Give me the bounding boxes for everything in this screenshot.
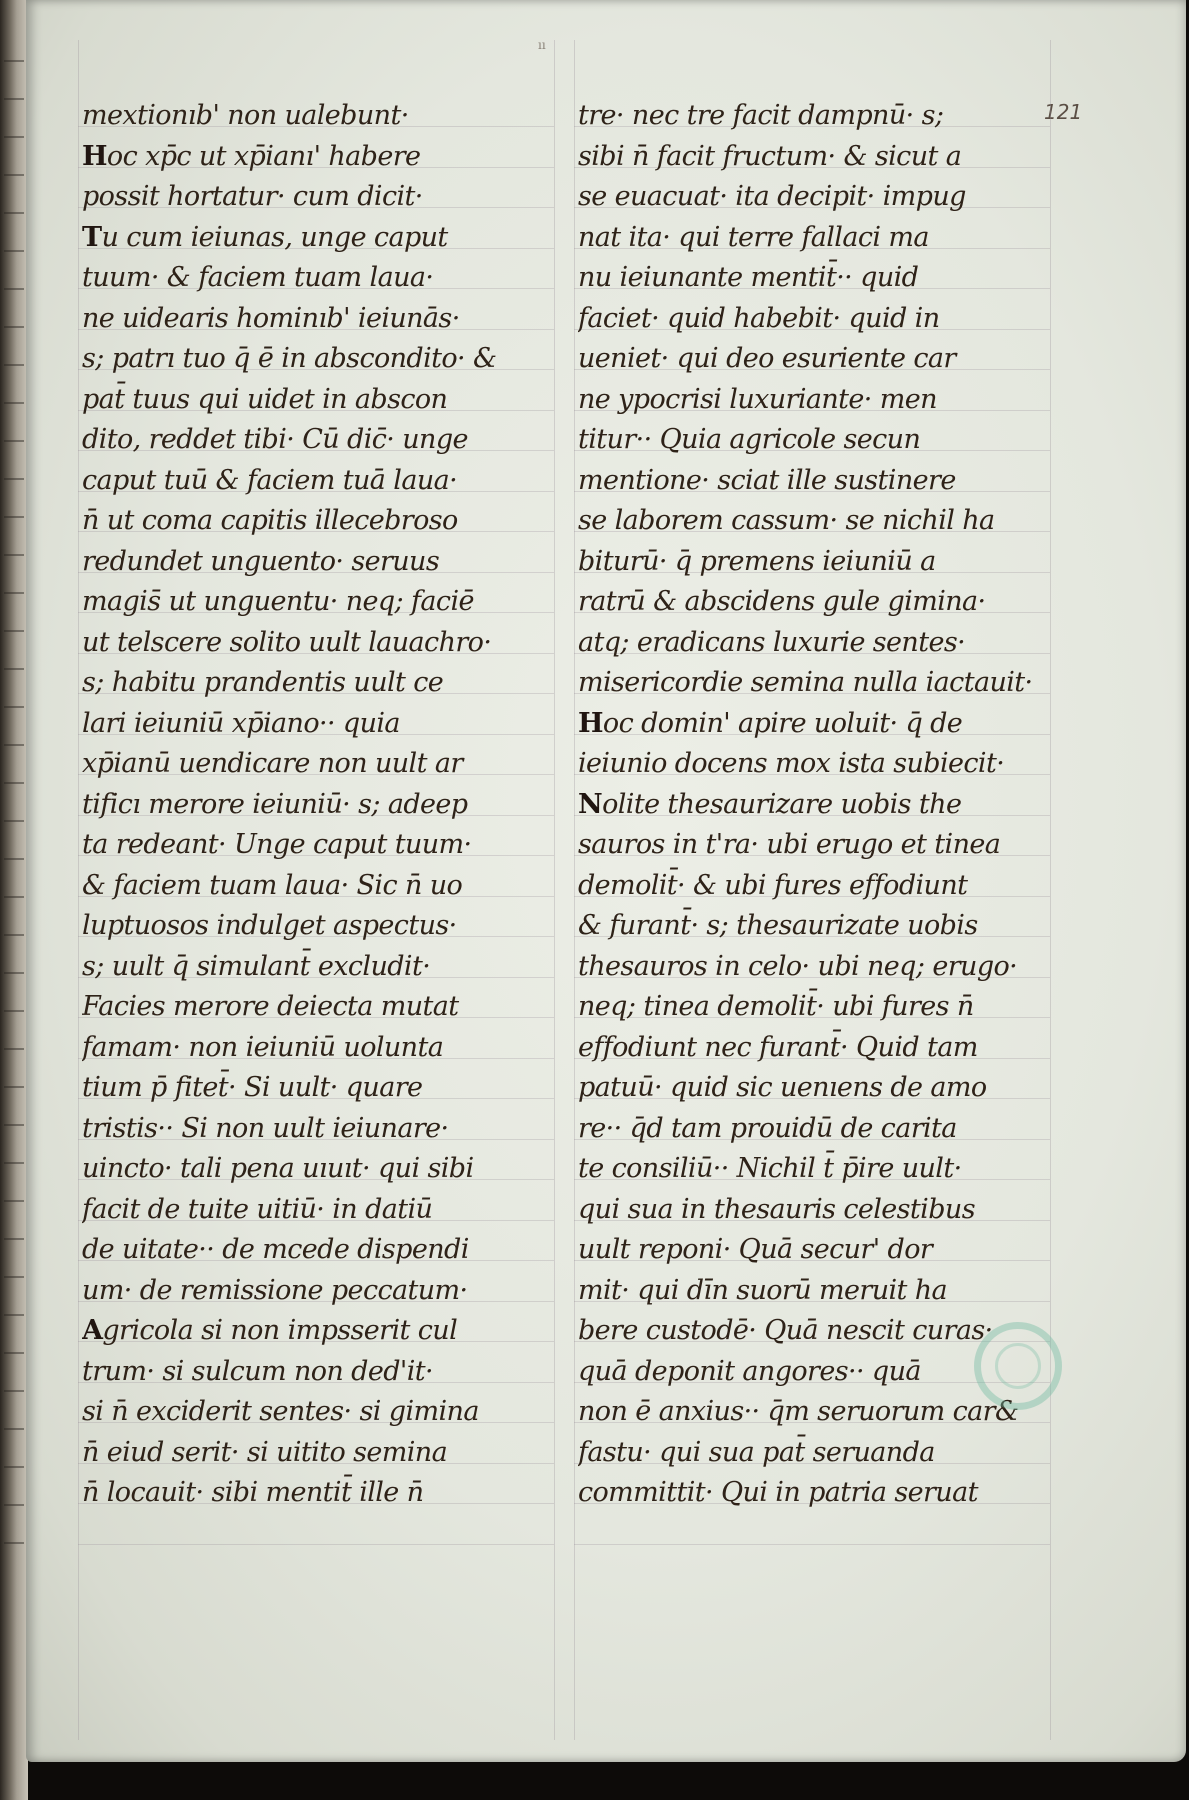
line-text: gricola si non impsserit cul xyxy=(102,1315,458,1346)
left-column-line xyxy=(82,1311,550,1352)
leaf-edge-text-trace xyxy=(4,1466,24,1468)
left-column-line: uincto· tali pena uıuıt· qui sibi xyxy=(82,1153,474,1184)
initial-capital: T xyxy=(82,221,102,253)
leaf-edge-text-trace xyxy=(4,1390,24,1392)
left-column-line: tuum· & faciem tuam laua· xyxy=(82,262,434,293)
left-column-line: famam· non ieiuniū uolunta xyxy=(82,1031,444,1063)
leaf-edge-text-trace xyxy=(4,364,24,366)
right-column-line: sibi n̄ facit fructum· & sicut a xyxy=(578,140,962,172)
left-column-line: luptuosos indulget aspectus· xyxy=(82,910,457,941)
ruling-line xyxy=(78,1544,554,1545)
left-column-line: possit hortatur· cum dicit· xyxy=(82,181,423,212)
text-column-right xyxy=(578,96,1046,1514)
left-column-line: facit de tuite uitiū· in datiū xyxy=(82,1193,433,1225)
right-column-line: titur·· Quia agricole secun xyxy=(578,424,921,455)
leaf-edge-text-trace xyxy=(4,1352,24,1354)
left-column-line: n̄ ut coma capitis illecebroso xyxy=(82,505,458,536)
leaf-edge-text-trace xyxy=(4,782,24,784)
right-column-line: se laborem cassum· se nichil ha xyxy=(578,505,995,536)
leaf-edge-text-trace xyxy=(4,440,24,442)
left-column-line: ne uidearis hominıb' ieiunās· xyxy=(82,302,460,334)
leaf-edge-text-trace xyxy=(4,1276,24,1278)
left-column-line: tristis·· Si non uult ieiunare· xyxy=(82,1112,449,1144)
line-text: u cum ieiunas, unge caput xyxy=(101,221,448,253)
leaf-edge-text-trace xyxy=(4,1314,24,1316)
right-column-line: demolit̄· & ubi fures effodiunt xyxy=(578,869,968,901)
right-column-line: atq; eradicans luxurie sentes· xyxy=(578,626,966,658)
left-column-line: mextionıb' non ualebunt· xyxy=(82,100,409,131)
line-text: oc domin' apire uoluit· q̄ de xyxy=(602,707,963,739)
left-column-line: trum· si sulcum non ded'it· xyxy=(82,1355,434,1387)
right-column-line: & furant̄· s; thesaurizate uobis xyxy=(578,910,978,941)
initial-capital: H xyxy=(578,707,603,739)
right-column-line: mentione· sciat ille sustinere xyxy=(578,464,956,496)
right-column-line: neq; tinea demolit̄· ubi fures n̄ xyxy=(578,991,974,1022)
leaf-edge-text-trace xyxy=(4,288,24,290)
left-column-line: de uitate·· de mcede dispendi xyxy=(82,1234,469,1265)
leaf-edge-text-trace xyxy=(4,402,24,404)
right-column-line: bere custodē· Quā nescit curas· xyxy=(578,1315,993,1346)
leaf-edge-text-trace xyxy=(4,1124,24,1126)
right-column-line: ne ypocrisi luxuriante· men xyxy=(578,383,937,415)
right-column-line: tre· nec tre facit dampnū· s; xyxy=(578,100,944,131)
left-column-line: n̄ locauit· sibi mentit̄ ille n̄ xyxy=(82,1477,424,1508)
right-column-line: quā deponit angores·· quā xyxy=(578,1355,921,1387)
initial-capital: N xyxy=(578,788,603,820)
preceding-leaves-edge xyxy=(0,0,28,1800)
right-column-line: faciet· quid habebit· quid in xyxy=(578,302,940,334)
leaf-edge-text-trace xyxy=(4,554,24,556)
right-column-line xyxy=(578,785,1046,826)
leaf-edge-text-trace xyxy=(4,630,24,632)
leaf-edge-text-trace xyxy=(4,592,24,594)
left-column-line: s; habitu prandentis uult ce xyxy=(82,667,444,698)
library-stamp-inner-ring xyxy=(995,1343,1041,1389)
leaf-edge-text-trace xyxy=(4,1010,24,1012)
left-column-line: n̄ eiud serit· si uitito semina xyxy=(82,1436,448,1468)
right-column-line: qui sua in thesauris celestibus xyxy=(578,1193,975,1225)
left-column-line xyxy=(82,137,550,178)
right-column-line xyxy=(578,704,1046,745)
bounding-line xyxy=(554,40,555,1740)
leaf-edge-text-trace xyxy=(4,1200,24,1202)
left-column-line: ta redeant· Unge caput tuum· xyxy=(82,829,472,860)
left-column-line: tificı merore ieiuniū· s; adeep xyxy=(82,788,468,820)
left-column-line: dito, reddet tibi· Cū dic̄· unge xyxy=(82,424,468,455)
left-column-line: caput tuū & faciem tuā laua· xyxy=(82,464,458,496)
right-column-line: patuū· quid sic uenıens de amo xyxy=(578,1072,987,1103)
leaf-edge-text-trace xyxy=(4,1086,24,1088)
leaf-edge-text-trace xyxy=(4,896,24,898)
leaf-edge-text-trace xyxy=(4,478,24,480)
left-column-line: magis̄ ut unguentu· neq; faciē xyxy=(82,586,474,617)
right-column-line: nat ita· qui terre fallaci ma xyxy=(578,221,929,253)
right-column-line: sauros in t'ra· ubi erugo et tinea xyxy=(578,829,1001,860)
left-column-line: ut telscere solito uult lauachro· xyxy=(82,626,492,658)
initial-capital: H xyxy=(82,140,107,172)
left-column-line: s; patrı tuo q̄ ē in abscondito· & xyxy=(82,343,497,374)
right-column-line: committit· Qui in patria seruat xyxy=(578,1477,978,1508)
manuscript-leaf xyxy=(26,0,1186,1762)
leaf-edge-text-trace xyxy=(4,820,24,822)
leaf-edge-text-trace xyxy=(4,934,24,936)
line-text: oc xp̄c ut xp̄ianı' habere xyxy=(106,140,421,172)
right-column-line: non ē anxius·· q̄m seruorum car& xyxy=(578,1396,1019,1427)
right-column-line: biturū· q̄ premens ieiuniū a xyxy=(578,545,936,577)
leaf-edge-text-trace xyxy=(4,1238,24,1240)
right-column-line: ieiunio docens mox ista subiecit· xyxy=(578,748,1005,779)
leaf-edge-text-trace xyxy=(4,706,24,708)
leaf-edge-text-trace xyxy=(4,60,24,62)
top-margin-mark: ıı xyxy=(538,38,546,52)
leaf-edge-text-trace xyxy=(4,744,24,746)
left-column-line: & faciem tuam laua· Sic n̄ uo xyxy=(82,869,463,901)
right-column-line: re·· q̄d tam prouidū de carita xyxy=(578,1112,957,1144)
left-column-line xyxy=(82,218,550,259)
bounding-line xyxy=(574,40,575,1740)
leaf-edge-text-trace xyxy=(4,1428,24,1430)
right-column-line: uult reponi· Quā secur' dor xyxy=(578,1234,933,1265)
leaf-edge-text-trace xyxy=(4,668,24,670)
left-column-line: xp̄ianū uendicare non uult ar xyxy=(82,748,463,779)
left-column-line: tium p̄ fitet̄· Si uult· quare xyxy=(82,1072,423,1103)
left-column-line: pat̄ tuus qui uidet in abscon xyxy=(82,383,448,415)
folio-number: 121 xyxy=(1044,100,1083,124)
left-column-line: s; uult q̄ simulant̄ excludit· xyxy=(82,950,431,982)
leaf-edge-text-trace xyxy=(4,174,24,176)
bounding-line xyxy=(78,40,79,1740)
leaf-edge-text-trace xyxy=(4,858,24,860)
line-text: olite thesaurizare uobis the xyxy=(602,788,962,820)
right-column-line: misericordie semina nulla iactauit· xyxy=(578,667,1033,698)
leaf-edge-text-trace xyxy=(4,1162,24,1164)
leaf-edge-text-trace xyxy=(4,136,24,138)
left-column-line: um· de remissione peccatum· xyxy=(82,1274,468,1306)
leaf-edge-text-trace xyxy=(4,1048,24,1050)
ruling-line xyxy=(574,1544,1050,1545)
right-column-line: fastu· qui sua pat̄ seruanda xyxy=(578,1436,935,1468)
right-column-line: te consiliū·· Nichil t̄ p̄ire uult· xyxy=(578,1153,962,1184)
leaf-edge-text-trace xyxy=(4,98,24,100)
right-column-line: se euacuat· ita decipit· impug xyxy=(578,181,966,212)
leaf-edge-text-trace xyxy=(4,250,24,252)
bounding-line xyxy=(1050,40,1051,1740)
left-column-line: si n̄ exciderit sentes· si gimina xyxy=(82,1396,479,1427)
left-column-line: redundet unguento· seruus xyxy=(82,545,440,577)
left-column-line: Facies merore deiecta mutat xyxy=(82,991,459,1022)
leaf-edge-text-trace xyxy=(4,1542,24,1544)
library-stamp xyxy=(974,1322,1062,1410)
text-column-left xyxy=(82,96,550,1514)
right-column-line: ueniet· qui deo esuriente car xyxy=(578,343,956,374)
right-column-line: effodiunt nec furant̄· Quid tam xyxy=(578,1031,978,1063)
right-column-line: ratrū & abscidens gule gimina· xyxy=(578,586,986,617)
right-column-line: thesauros in celo· ubi neq; erugo· xyxy=(578,950,1018,982)
right-column-line: nu ieiunante mentit̄·· quid xyxy=(578,262,919,293)
leaf-edge-text-trace xyxy=(4,1504,24,1506)
leaf-edge-text-trace xyxy=(4,972,24,974)
left-column-line: lari ieiuniū xp̄iano·· quia xyxy=(82,707,400,739)
leaf-edge-text-trace xyxy=(4,516,24,518)
initial-capital: A xyxy=(82,1315,103,1346)
leaf-edge-text-trace xyxy=(4,326,24,328)
right-column-line: mit· qui dīn suorū meruit ha xyxy=(578,1274,948,1306)
leaf-edge-text-trace xyxy=(4,212,24,214)
